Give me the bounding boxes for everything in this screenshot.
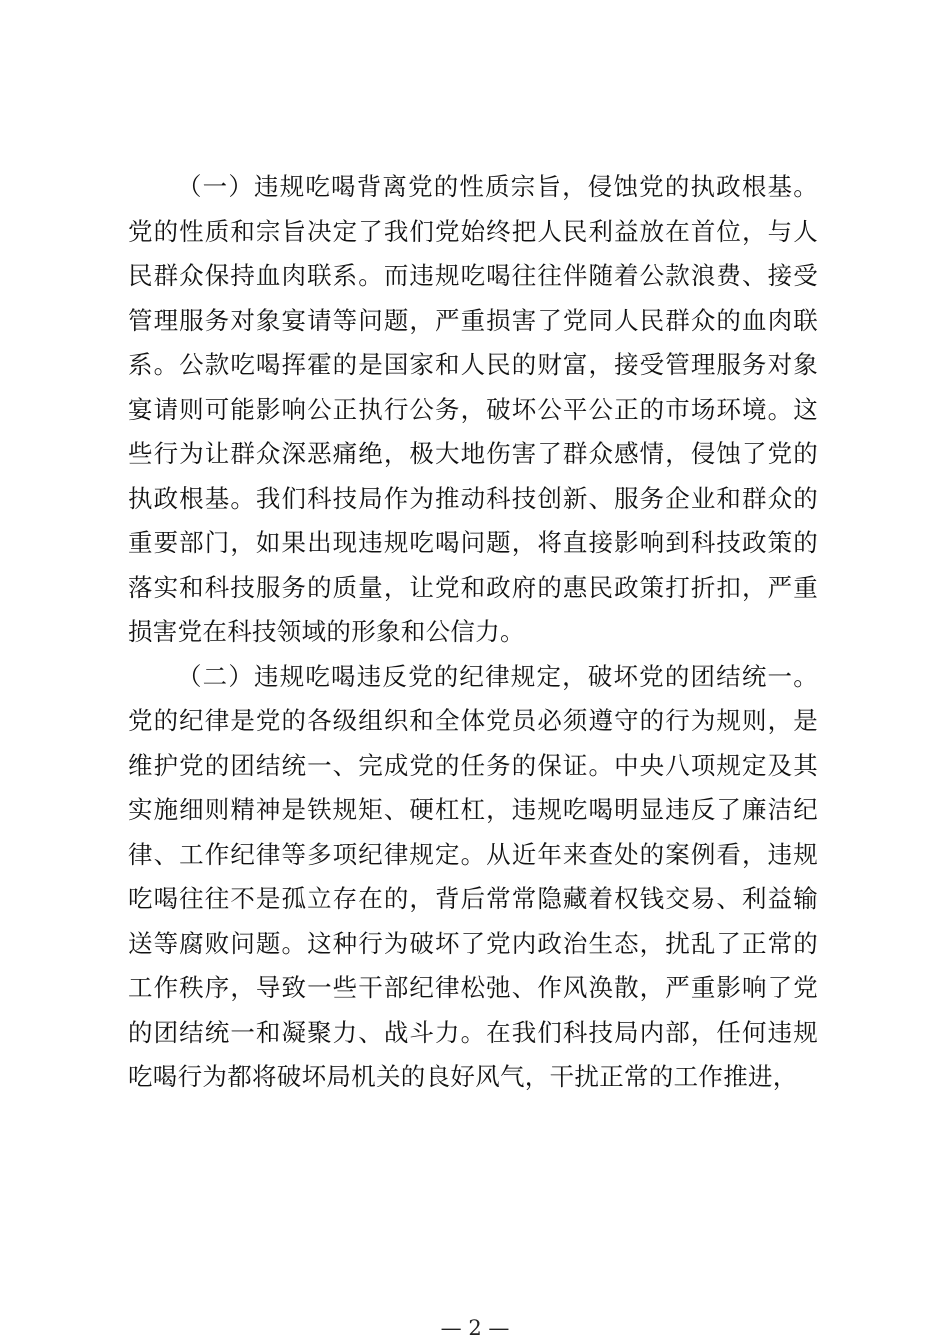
document-body [128, 165, 818, 1100]
paragraph-section-1: （一）违规吃喝背离党的性质宗旨，侵蚀党的执政根基。党的性质和宗旨决定了我们党始终把人民利益放在首位，与人民群众保持血肉联系。而违规吃喝往往伴随着公款浪费、接受管理服务对象宴请等问题，严重损害了党同人民群众的血肉联系。公款吃喝挥霍的是国家和人民的财富，接受管理服务对象宴请则可能影响公正执行公务，破坏公平公正的市场环境。这些行为让群众深恶痛绝，极大地伤害了群众感情，侵蚀了党的执政根基。我们科技局作为推动科技创新、服务企业和群众的重要部门，如果出现违规吃喝问题，将直接影响到科技政策的落实和科技服务的质量，让党和政府的惠民政策打折扣，严重损害党在科技领域的形象和公信力。 [128, 172, 818, 646]
page-number: — 2 — [440, 1316, 510, 1340]
paragraph-section-2: （二）违规吃喝违反党的纪律规定，破坏党的团结统一。党的纪律是党的各级组织和全体党员必须遵守的行为规则，是维护党的团结统一、完成党的任务的保证。中央八项规定及其实施细则精神是铁规矩、硬杠杠，违规吃喝明显违反了廉洁纪律、工作纪律等多项纪律规定。从近年来查处的案例看，违规吃喝往往不是孤立存在的，背后常常隐藏着权钱交易、利益输送等腐败问题。这种行为破坏了党内政治生态，扰乱了正常的工作秩序，导致一些干部纪律松弛、作风涣散，严重影响了党的团结统一和凝聚力、战斗力。在我们科技局内部，任何违规吃喝行为都将破坏局机关的良好风气，干扰正常的工作推进， [128, 661, 818, 1091]
